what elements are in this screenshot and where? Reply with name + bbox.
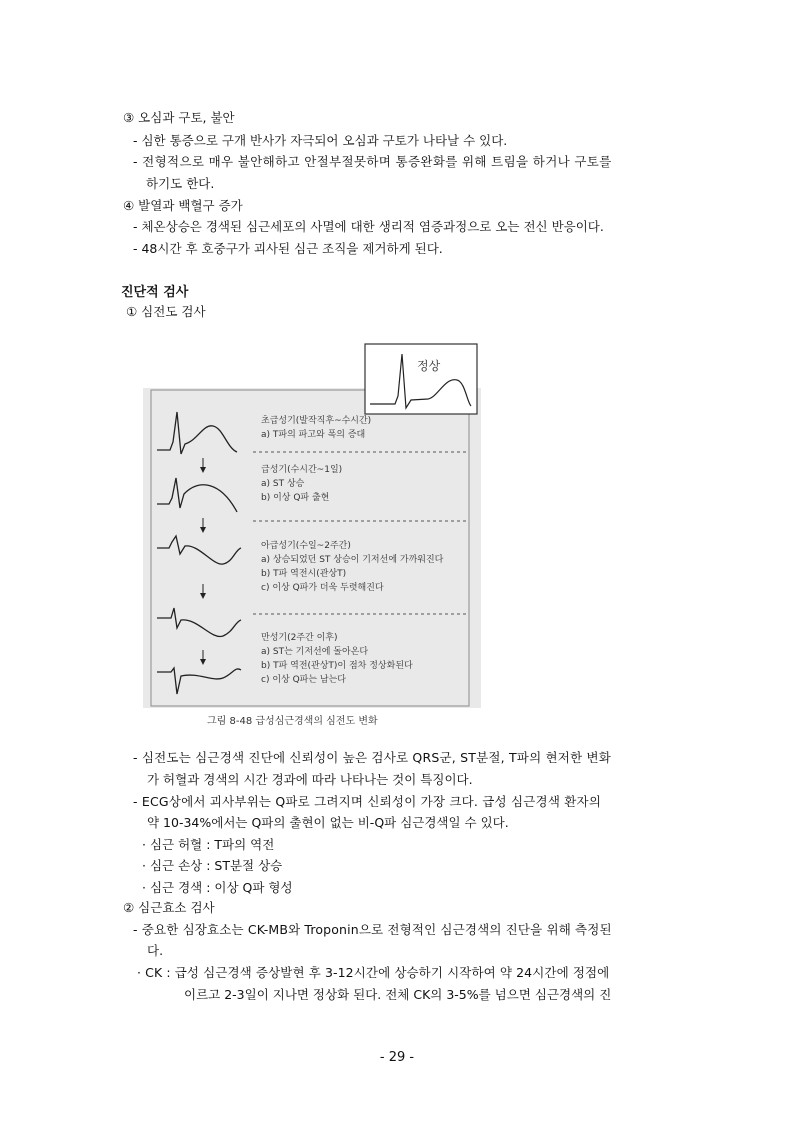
page-number: - 29 - xyxy=(379,1050,415,1065)
stage3-b: b) T파 역전시(관상T) xyxy=(261,569,347,579)
stage4-a: a) ST는 기저선에 돌아온다 xyxy=(261,647,369,657)
enzyme-p1-line2: 다. xyxy=(147,943,164,958)
ecg-bullet-injury: · 심근 손상 : ST분절 상승 xyxy=(142,858,283,873)
ecg-bullet-ischemia: · 심근 허혈 : T파의 역전 xyxy=(142,837,275,852)
item3-line1 xyxy=(133,131,573,151)
ecg-bullet-infarction: · 심근 경색 : 이상 Q파 형성 xyxy=(142,880,293,895)
stage2-b: b) 이상 Q파 출현 xyxy=(261,493,330,503)
ecg-note-1-line1: - 심전도는 심근경색 진단에 신뢰성이 높은 검사로 QRS군, ST분절, T파의 현저한 변화 xyxy=(133,750,612,765)
ecg-note-1-line2: 가 허혈과 경색의 시간 경과에 따라 나타나는 것이 특징이다. xyxy=(147,772,473,787)
stage4-title: 만성기(2주간 이후) xyxy=(261,633,338,643)
stage1-title: 초급성기(발작직후~수시간) xyxy=(261,416,372,426)
stage4-c: c) 이상 Q파는 남는다 xyxy=(261,675,346,685)
enzyme-ck-line2: 이르고 2-3일이 지나면 정상화 된다. 전체 CK의 3-5%를 넘으면 심근경색의 진 xyxy=(184,987,612,1002)
item3-line2: - 전형적으로 매우 불안해하고 안절부절못하며 통증완화를 위해 트림을 하거나 구토를 xyxy=(133,154,612,169)
stage2-title: 급성기(수시간~1일) xyxy=(261,465,343,475)
item4-line1: - 체온상승은 경색된 심근세포의 사멸에 대한 생리적 염증과정으로 오는 전신 반응이다. xyxy=(133,219,604,234)
section-heading: 진단적 검사 xyxy=(121,285,189,300)
item4-title: ④ 발열과 백혈구 증가 xyxy=(123,198,243,213)
stage4-b: b) T파 역전(관상T)이 점차 정상화된다 xyxy=(261,661,413,671)
stage1-a: a) T파의 파고와 폭의 증대 xyxy=(261,430,366,440)
stage3-a: a) 상승되었던 ST 상승이 기저선에 가까워진다 xyxy=(261,555,444,565)
item3-line2-cont: 하기도 한다. xyxy=(146,176,215,191)
ecg-figure-svg xyxy=(143,322,481,736)
ecg-note-2-line1: - ECG상에서 괴사부위는 Q파로 그려지며 신뢰성이 가장 크다. 급성 심근경색 환자의 xyxy=(133,794,602,809)
enzyme-p1-line1: - 중요한 심장효소는 CK-MB와 Troponin으로 전형적인 심근경색의 진단을 위해 측정된 xyxy=(133,922,612,937)
stage2-a: a) ST 상승 xyxy=(261,479,305,489)
normal-label: 정상 xyxy=(417,359,441,373)
stage3-c: c) 이상 Q파가 더욱 두렷해진다 xyxy=(261,583,384,593)
enzyme-ck-line1: · CK : 급성 심근경색 증상발현 후 3-12시간에 상승하기 시작하여 약 24시간에 정점에 xyxy=(137,965,610,980)
item3-line1-text: - 심한 통증으로 구개 반사가 자극되어 오심과 구토가 나타날 수 있다. xyxy=(133,133,508,148)
ecg-subheading: ① 심전도 검사 xyxy=(126,304,206,319)
item4-line2: - 48시간 후 호중구가 괴사된 심근 조직을 제거하게 된다. xyxy=(133,241,443,256)
enzyme-title: ② 심근효소 검사 xyxy=(123,900,215,915)
item3-title: ③ 오심과 구토, 불안 xyxy=(123,110,235,125)
figure-caption: 그림 8-48 급성심근경색의 심전도 변화 xyxy=(207,716,378,727)
stage3-title: 아급성기(수일~2주간) xyxy=(261,541,351,551)
ecg-figure xyxy=(143,322,481,736)
ecg-note-2-line2: 약 10-34%에서는 Q파의 출현이 없는 비-Q파 심근경색일 수 있다. xyxy=(147,815,509,830)
